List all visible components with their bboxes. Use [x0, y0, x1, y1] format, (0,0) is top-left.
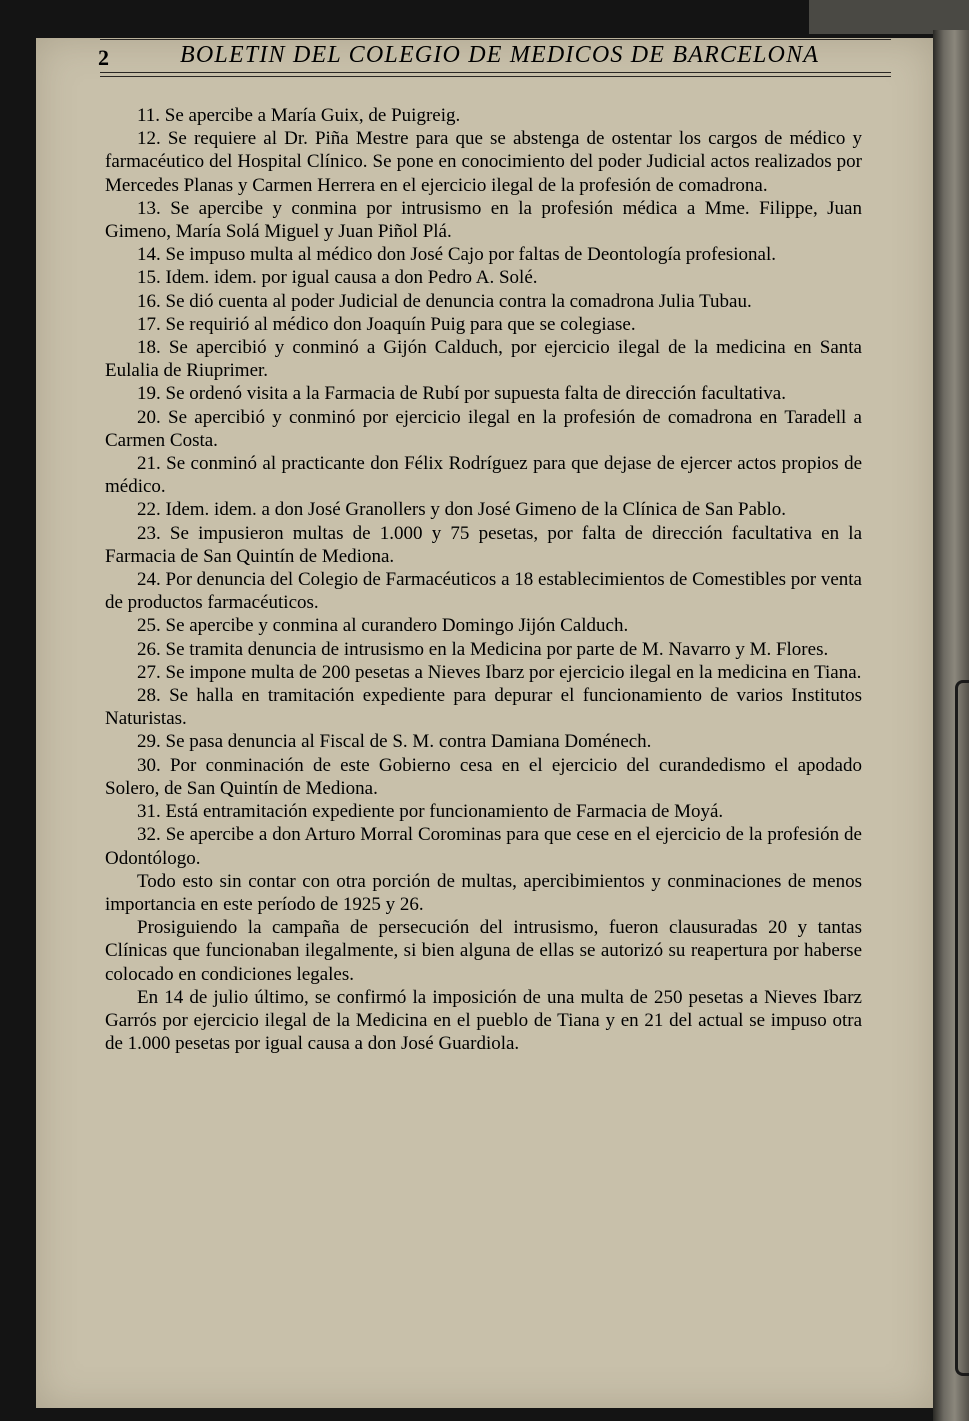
paragraph-item-24: 24. Por denuncia del Colegio de Farmacéuticos a 18 establecimientos de Comestibles por venta de productos farmacéuticos. — [105, 569, 862, 614]
paragraph-item-22: 22. Idem. idem. a don José Granollers y don José Gimeno de la Clínica de San Pablo. — [137, 499, 787, 521]
page-number: 2 — [98, 45, 109, 70]
paragraph-item-15: 15. Idem. idem. por igual causa a don Pedro A. Solé. — [137, 267, 538, 289]
paragraph-item-19: 19. Se ordenó visita a la Farmacia de Rubí por supuesta falta de dirección facultativa. — [137, 383, 786, 405]
paragraph-item-12: 12. Se requiere al Dr. Piña Mestre para que se abstenga de ostentar los cargos de médico y farmacéutico del Hospital Clínico. Se pone en conocimiento del poder Judicial actos realizados por Mercedes Planas y Carmen Herrera en el ejercicio ilegal de la profesión de comadrona. — [105, 128, 862, 196]
paragraph-item-20: 20. Se apercibió y conminó por ejercicio ilegal en la profesión de comadrona en Taradell a Carmen Costa. — [105, 406, 862, 451]
running-title: BOLETIN DEL COLEGIO DE MEDICOS DE BARCELONA — [180, 42, 820, 68]
paragraph-item-31: 31. Está entramitación expediente por funcionamiento de Farmacia de Moyá. — [137, 801, 724, 823]
paragraph-item-14: 14. Se impuso multa al médico don José Cajo por faltas de Deontología profesional. — [137, 244, 777, 266]
paragraph-summary: Todo esto sin contar con otra porción de multas, apercibimientos y conminaciones de menos importancia en este período de 1925 y 26. — [105, 870, 862, 915]
paragraph-item-13: 13. Se apercibe y conmina por intrusismo en la profesión médica a Mme. Filippe, Juan Gimeno, María Solá Miguel y Juan Piñol Plá. — [105, 197, 862, 243]
paragraph-clinics: Prosiguiendo la campaña de persecución del intrusismo, fueron clausuradas 20 y tantas Clínicas que funcionaban ilegalmente, si bien alguna de ellas se autorizó su reapertura por haberse colocado en condiciones legales. — [105, 917, 862, 985]
scan-edge-dark — [809, 0, 969, 34]
paragraph-item-28: 28. Se halla en tramitación expediente para depurar el funcionamiento de varios Institutos Naturistas. — [105, 685, 862, 730]
paragraph-item-26: 26. Se tramita denuncia de intrusismo en la Medicina por parte de M. Navarro y M. Flores. — [137, 638, 829, 660]
paragraph-item-23: 23. Se impusieron multas de 1.000 y 75 pesetas, por falta de dirección facultativa en la Farmacia de San Quintín de Mediona. — [105, 522, 862, 567]
paragraph-item-32: 32. Se apercibe a don Arturo Morral Corominas para que cese en el ejercicio de la profesión de Odontólogo. — [105, 824, 862, 869]
paragraph-item-25: 25. Se apercibe y conmina al curandero Domingo Jijón Calduch. — [137, 615, 629, 637]
paragraph-item-30: 30. Por conminación de este Gobierno cesa en el ejercicio del curandedismo el apodado Solero, de San Quintín de Mediona. — [105, 754, 862, 799]
paragraph-item-11: 11. Se apercibe a María Guix, de Puigreig. — [137, 105, 461, 126]
paragraph-item-16: 16. Se dió cuenta al poder Judicial de denuncia contra la comadrona Julia Tubau. — [137, 290, 752, 312]
paragraph-item-17: 17. Se requirió al médico don Joaquín Puig para que se colegiase. — [137, 313, 636, 335]
header-rule-bottom-thin — [100, 76, 891, 77]
paragraph-item-27: 27. Se impone multa de 200 pesetas a Nieves Ibarz por ejercicio ilegal en la medicina en Tiana. — [137, 661, 862, 683]
paragraph-item-21: 21. Se conminó al practicante don Félix Rodríguez para que dejase de ejercer actos propios de médico. — [105, 453, 862, 498]
paragraph-item-18: 18. Se apercibió y conminó a Gijón Calduch, por ejercicio ilegal de la medicina en Santa Eulalia de Riuprimer. — [105, 337, 862, 382]
header-rule-top — [100, 39, 891, 40]
header-rule-bottom — [100, 72, 891, 73]
body-text — [105, 104, 862, 1055]
binding-bracket — [955, 680, 969, 1376]
paragraph-fines: En 14 de julio último, se confirmó la imposición de una multa de 250 pesetas a Nieves Ibarz Garrós por ejercicio ilegal de la Medicina en el pueblo de Tiana y en 21 del actual se impuso otra de 1.000 pesetas por igual causa a don José Guardiola. — [105, 986, 862, 1055]
paragraph-item-29: 29. Se pasa denuncia al Fiscal de S. M. contra Damiana Doménech. — [137, 731, 652, 753]
